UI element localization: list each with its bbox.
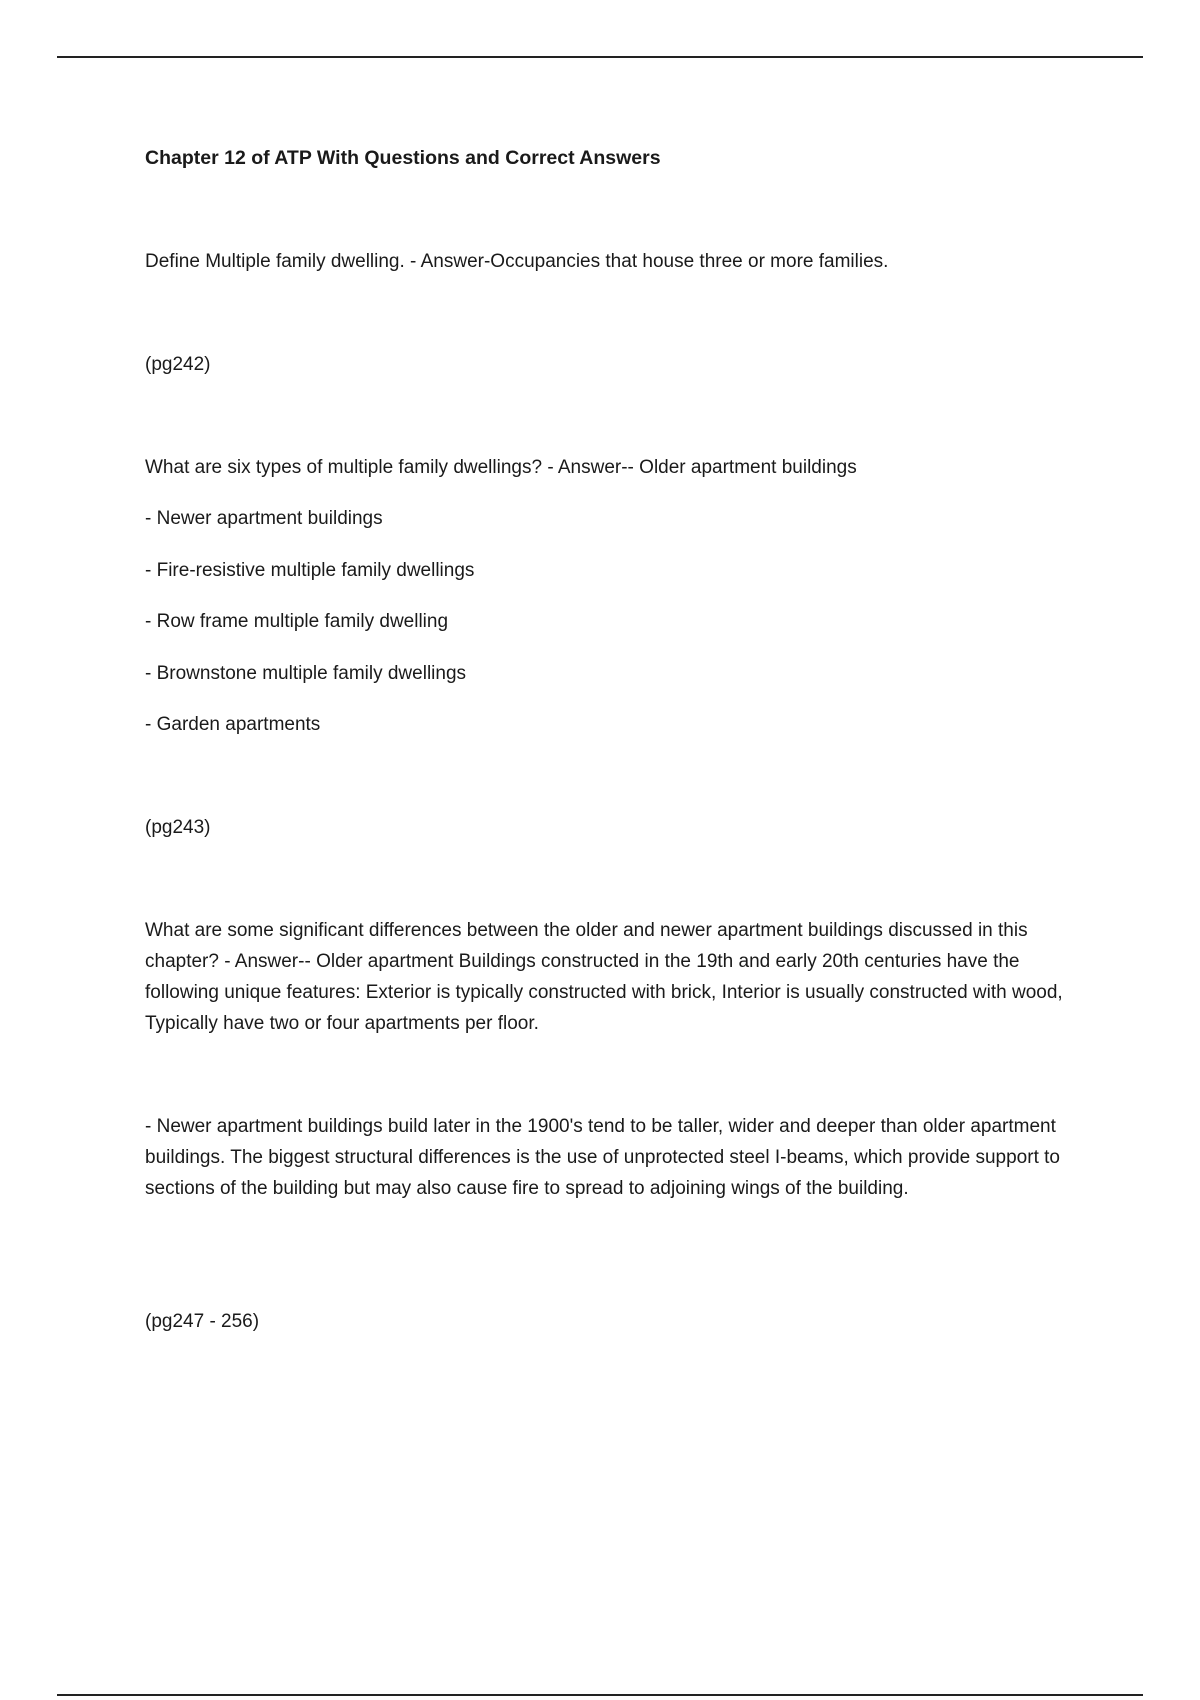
list-item: - Row frame multiple family dwelling — [145, 611, 449, 632]
list-item: - Newer apartment buildings — [145, 508, 383, 529]
list-item: - Garden apartments — [145, 714, 321, 735]
question-answer-1: Define Multiple family dwelling. - Answer-Occupancies that house three or more families. — [145, 251, 889, 272]
document-title: Chapter 12 of ATP With Questions and Correct Answers — [145, 147, 661, 169]
top-rule — [57, 56, 1143, 58]
page-ref-2: (pg243) — [145, 817, 211, 838]
page-ref-1: (pg242) — [145, 354, 211, 375]
bottom-rule — [57, 1694, 1143, 1696]
question-answer-3: What are some significant differences between the older and newer apartment buildings discussed in this chapter? - Answer-- Older apartment Buildings constructed in the 19th and early 20th centuries have the following unique features: Exterior is typically constructed with brick, Interior is usually constructed with wood, Typically have two or four apartments per floor. — [145, 920, 1063, 1034]
list-item: - Fire-resistive multiple family dwellings — [145, 560, 475, 581]
page-ref-3: (pg247 - 256) — [145, 1311, 260, 1332]
question-answer-2: What are six types of multiple family dwellings? - Answer-- Older apartment buildings — [145, 457, 857, 478]
list-item: - Brownstone multiple family dwellings — [145, 663, 467, 684]
answer-3-continuation: - Newer apartment buildings build later in the 1900's tend to be taller, wider and deeper than older apartment buildings. The biggest structural differences is the use of unprotected steel I-beams, which provide support to sections of the building but may also cause fire to spread to adjoining wings of the building. — [145, 1116, 1060, 1199]
